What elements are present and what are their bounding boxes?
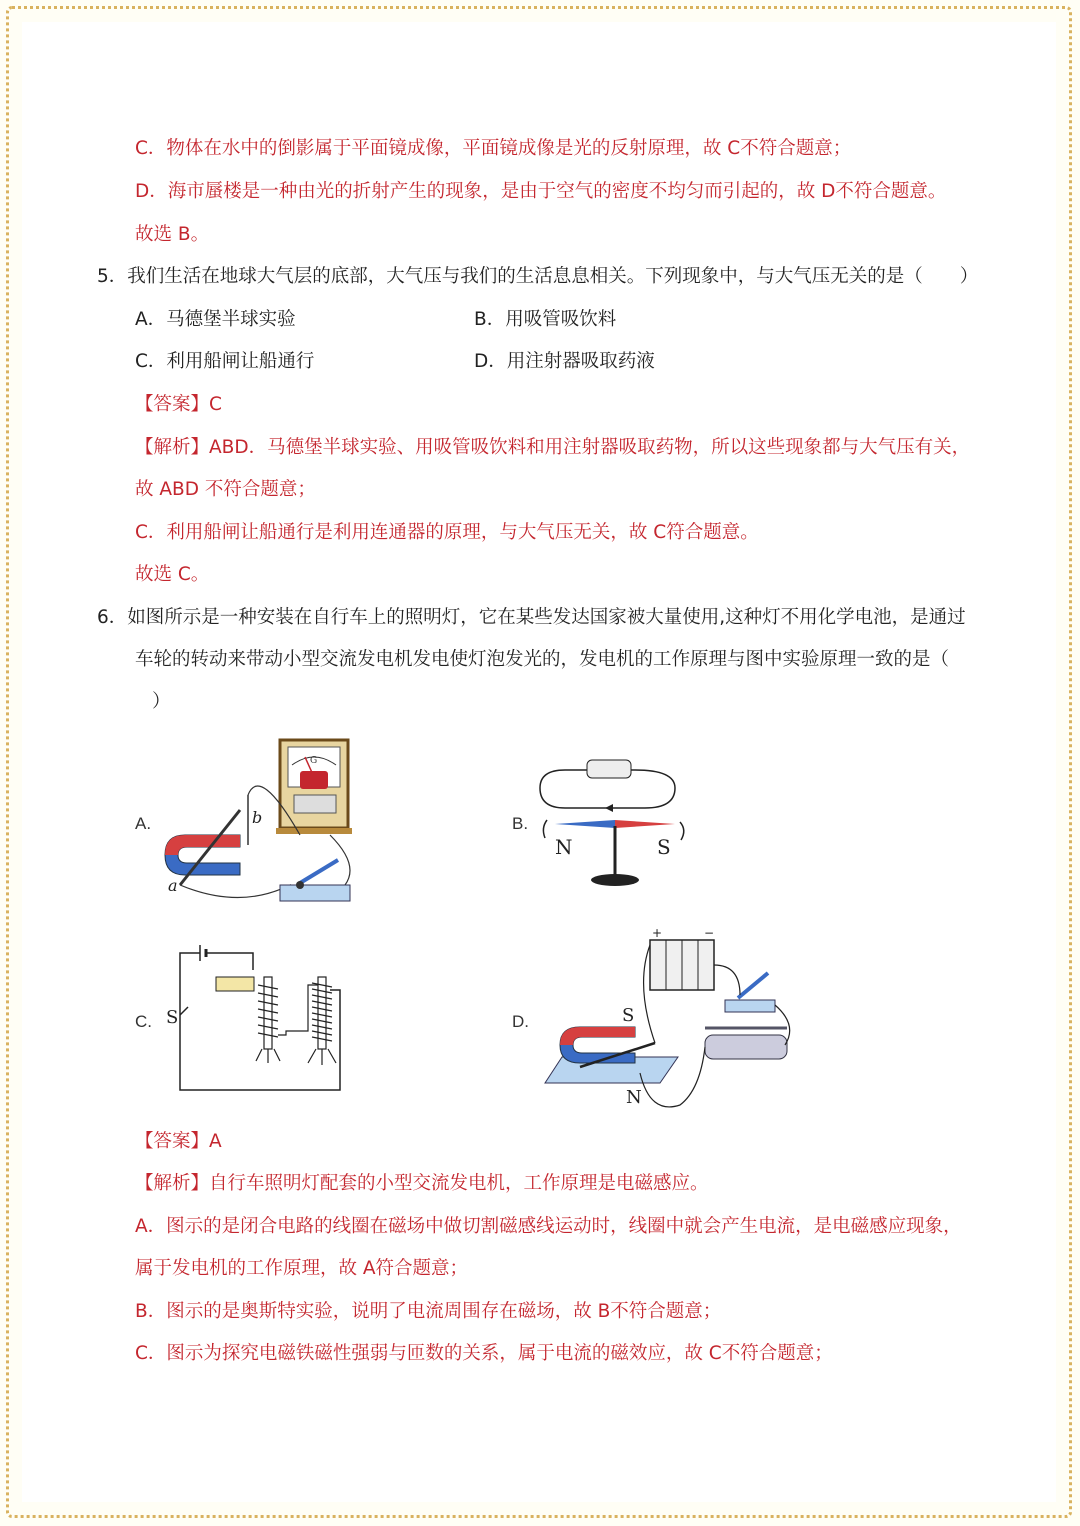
answer-value: C bbox=[209, 394, 222, 415]
pole-n-label: N bbox=[555, 835, 573, 859]
q5-analysis-1 bbox=[135, 436, 970, 460]
analysis-text: ABD．马德堡半球实验、用吸管吸饮料和用注射器吸取药物，所以这些现象都与大气压有关， bbox=[209, 437, 971, 458]
q6-answer bbox=[135, 1130, 222, 1154]
q5-option-a: A．马德堡半球实验 bbox=[135, 309, 296, 330]
analysis-text: 自行车照明灯配套的小型交流发电机，工作原理是电磁感应。 bbox=[209, 1173, 709, 1194]
figure-d-motor-principle bbox=[540, 925, 805, 1115]
q5-answer bbox=[135, 393, 222, 417]
q6-analysis-a2: 属于发电机的工作原理，故 A符合题意； bbox=[135, 1258, 469, 1279]
battery-minus-label: − bbox=[704, 926, 715, 940]
q5-analysis-3: C．利用船闸让船通行是利用连通器的原理，与大气压无关，故 C符合题意。 bbox=[135, 522, 759, 543]
answer-value: A bbox=[209, 1131, 222, 1152]
point-b-label: b bbox=[252, 808, 263, 827]
q5-option-c: C．利用船闸让船通行 bbox=[135, 351, 315, 372]
prev-analysis-d: D．海市蜃楼是一种由光的折射产生的现象，是由于空气的密度不均匀而引起的，故 D不符合题意。 bbox=[135, 181, 947, 202]
prev-conclusion: 故选 B。 bbox=[135, 224, 210, 245]
figure-label-b: B. bbox=[512, 814, 529, 833]
q5-option-b: B．用吸管吸饮料 bbox=[474, 309, 617, 330]
q5-analysis-2: 故 ABD 不符合题意； bbox=[135, 479, 316, 500]
pole-s-label: S bbox=[657, 835, 671, 859]
figure-label-c: C. bbox=[135, 1012, 152, 1031]
q6-stem-1: 6．如图所示是一种安装在自行车上的照明灯，它在某些发达国家被大量使用,这种灯不用化学电池，是通过 bbox=[97, 607, 966, 628]
q5-conclusion: 故选 C。 bbox=[135, 564, 210, 585]
figure-label-a: A. bbox=[135, 814, 152, 833]
analysis-tag: 【解析】 bbox=[135, 437, 210, 458]
answer-tag: 【答案】 bbox=[135, 1131, 210, 1152]
answer-tag: 【答案】 bbox=[135, 394, 210, 415]
q6-analysis-b: B．图示的是奥斯特实验，说明了电流周围存在磁场，故 B不符合题意； bbox=[135, 1301, 722, 1322]
q5-option-d: D．用注射器吸取药液 bbox=[474, 351, 655, 372]
q6-analysis-c: C．图示为探究电磁铁磁性强弱与匝数的关系，属于电流的磁效应，故 C不符合题意； bbox=[135, 1343, 833, 1364]
battery-plus-label: + bbox=[652, 926, 663, 940]
figure-c-electromagnet-turns bbox=[158, 945, 348, 1095]
q6-analysis-0 bbox=[135, 1172, 709, 1196]
figure-label-d: D. bbox=[512, 1012, 529, 1031]
switch-s-label: S bbox=[166, 1007, 179, 1028]
analysis-tag: 【解析】 bbox=[135, 1173, 210, 1194]
figure-a-electromagnetic-induction bbox=[160, 735, 360, 915]
point-a-label: a bbox=[168, 876, 178, 895]
q6-stem-3: ） bbox=[152, 691, 171, 712]
q6-stem-2: 车轮的转动来带动小型交流发电机发电使灯泡发光的，发电机的工作原理与图中实验原理一致的是（ bbox=[135, 649, 950, 670]
pole-n-label-d: N bbox=[626, 1087, 642, 1108]
figure-b-oersted-experiment bbox=[535, 748, 695, 896]
q5-stem: 5．我们生活在地球大气层的底部，大气压与我们的生活息息相关。下列现象中，与大气压无关的是（ ） bbox=[97, 266, 979, 287]
pole-s-label-d: S bbox=[622, 1005, 635, 1026]
q6-analysis-a1: A．图示的是闭合电路的线圈在磁场中做切割磁感线运动时，线圈中就会产生电流，是电磁感应现象， bbox=[135, 1216, 962, 1237]
galvanometer-label: G bbox=[310, 756, 318, 766]
prev-analysis-c: C．物体在水中的倒影属于平面镜成像，平面镜成像是光的反射原理，故 C不符合题意； bbox=[135, 138, 852, 159]
